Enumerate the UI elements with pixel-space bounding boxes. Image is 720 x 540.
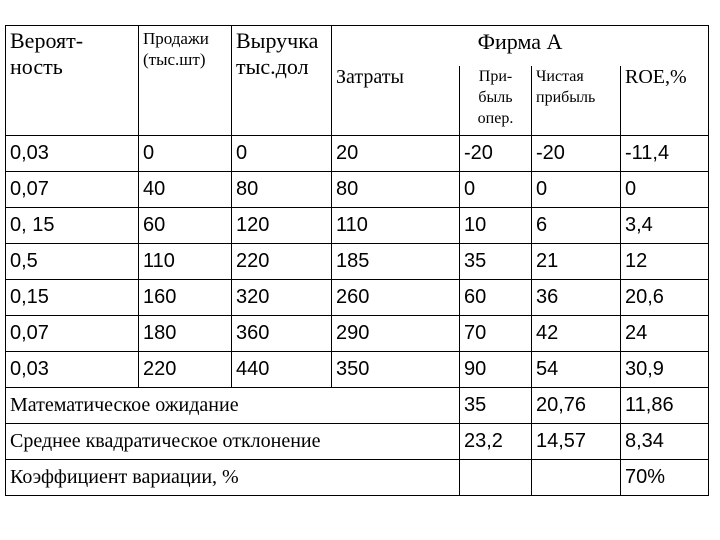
table-row: [6, 352, 709, 388]
cell-costs: 185: [332, 244, 460, 280]
cell-probability: 0,07: [6, 172, 139, 208]
cell-probability: 0,15: [6, 280, 139, 316]
cell-revenue: 80: [232, 172, 332, 208]
header-firm: Фирма А: [332, 26, 709, 66]
table-row: [6, 136, 709, 172]
summary-row-variation: [6, 460, 709, 496]
cell-probability: 0,5: [6, 244, 139, 280]
cell-op-profit: 70: [460, 316, 532, 352]
summary-roe: 8,34: [621, 424, 709, 460]
cell-roe: 30,9: [621, 352, 709, 388]
summary-net-profit: [532, 460, 621, 496]
cell-sales: 60: [139, 208, 232, 244]
cell-op-profit: 0: [460, 172, 532, 208]
cell-roe: -11,4: [621, 136, 709, 172]
header-roe: ROE,%: [621, 66, 709, 136]
cell-probability: 0, 15: [6, 208, 139, 244]
cell-sales: 0: [139, 136, 232, 172]
header-costs: Затраты: [332, 66, 460, 136]
header-probability: Вероят- ность: [6, 26, 139, 136]
table-row: [6, 244, 709, 280]
cell-sales: 160: [139, 280, 232, 316]
table-row: [6, 208, 709, 244]
cell-costs: 290: [332, 316, 460, 352]
cell-revenue: 360: [232, 316, 332, 352]
summary-row-std-deviation: [6, 424, 709, 460]
cell-costs: 20: [332, 136, 460, 172]
header-revenue: Выручка тыс.дол: [232, 26, 332, 136]
cell-net-profit: 21: [532, 244, 621, 280]
cell-sales: 180: [139, 316, 232, 352]
summary-label: Коэффициент вариации, %: [6, 460, 460, 496]
cell-roe: 20,6: [621, 280, 709, 316]
header-sales: Продажи (тыс.шт): [139, 26, 232, 136]
cell-roe: 12: [621, 244, 709, 280]
cell-net-profit: 6: [532, 208, 621, 244]
table-row: [6, 316, 709, 352]
cell-net-profit: 54: [532, 352, 621, 388]
cell-op-profit: 90: [460, 352, 532, 388]
header-net-profit: Чистая прибыль: [532, 66, 621, 136]
cell-op-profit: 10: [460, 208, 532, 244]
financial-table: [5, 25, 709, 496]
cell-roe: 24: [621, 316, 709, 352]
cell-roe: 3,4: [621, 208, 709, 244]
cell-revenue: 440: [232, 352, 332, 388]
cell-revenue: 120: [232, 208, 332, 244]
summary-row-expectation: [6, 388, 709, 424]
cell-costs: 80: [332, 172, 460, 208]
summary-net-profit: 20,76: [532, 388, 621, 424]
cell-op-profit: 35: [460, 244, 532, 280]
table-row: [6, 172, 709, 208]
cell-sales: 40: [139, 172, 232, 208]
cell-revenue: 320: [232, 280, 332, 316]
summary-roe: 70%: [621, 460, 709, 496]
cell-op-profit: 60: [460, 280, 532, 316]
cell-revenue: 0: [232, 136, 332, 172]
cell-net-profit: 42: [532, 316, 621, 352]
summary-op-profit: [460, 460, 532, 496]
summary-op-profit: 35: [460, 388, 532, 424]
cell-costs: 350: [332, 352, 460, 388]
cell-sales: 220: [139, 352, 232, 388]
summary-op-profit: 23,2: [460, 424, 532, 460]
cell-revenue: 220: [232, 244, 332, 280]
summary-label: Математическое ожидание: [6, 388, 460, 424]
summary-label: Среднее квадратическое отклонение: [6, 424, 460, 460]
cell-roe: 0: [621, 172, 709, 208]
table-row: [6, 280, 709, 316]
cell-net-profit: -20: [532, 136, 621, 172]
header-op-profit: При- быль опер.: [460, 66, 532, 136]
summary-roe: 11,86: [621, 388, 709, 424]
cell-op-profit: -20: [460, 136, 532, 172]
cell-probability: 0,03: [6, 136, 139, 172]
cell-sales: 110: [139, 244, 232, 280]
cell-costs: 110: [332, 208, 460, 244]
cell-net-profit: 0: [532, 172, 621, 208]
cell-probability: 0,03: [6, 352, 139, 388]
cell-net-profit: 36: [532, 280, 621, 316]
summary-net-profit: 14,57: [532, 424, 621, 460]
cell-costs: 260: [332, 280, 460, 316]
cell-probability: 0,07: [6, 316, 139, 352]
